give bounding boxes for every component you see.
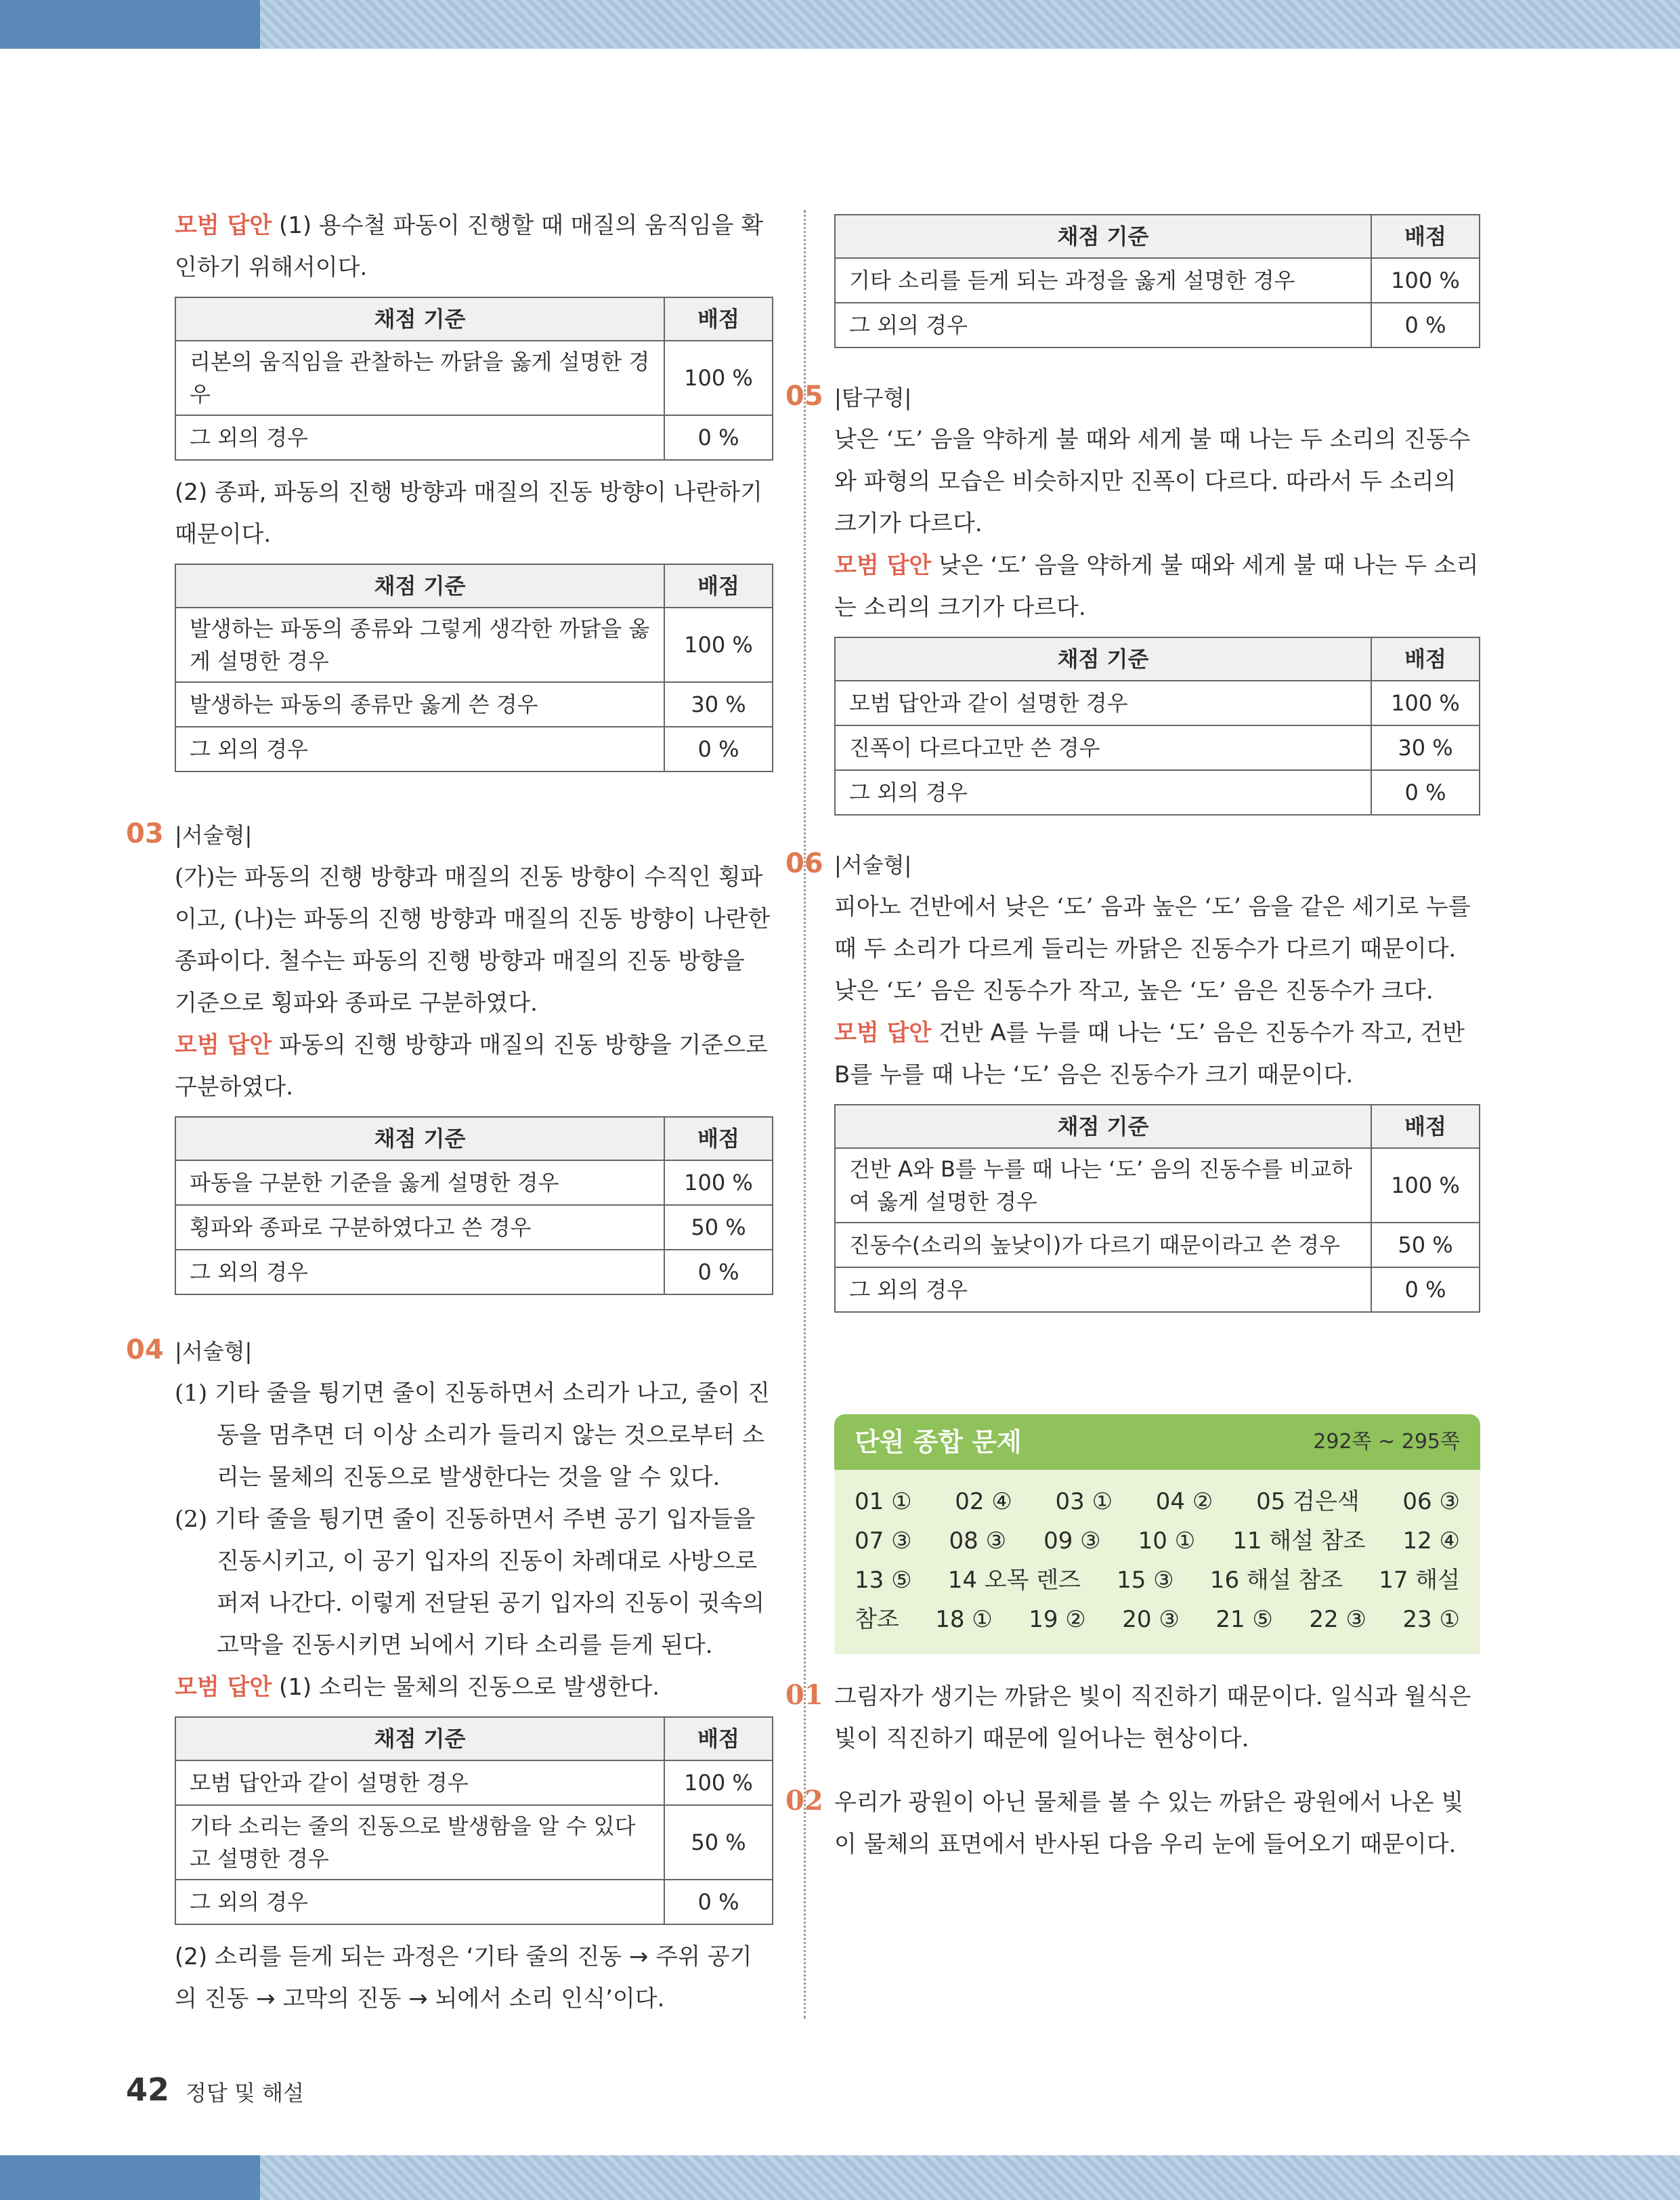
criterion-cell: 모범 답안과 같이 설명한 경우 [835, 681, 1371, 725]
answer-item: 18 ① [935, 1606, 993, 1633]
q4-model-answer-2: (2) 소리를 듣게 되는 과정은 ‘기타 줄의 진동 → 주위 공기의 진동 → 고막의 진동 → 뇌에서 소리 인식’이다. [175, 1943, 752, 2012]
score-cell: 100 % [1371, 681, 1480, 725]
q4-scoring-table-2 [834, 214, 1480, 348]
criterion-cell: 그 외의 경우 [175, 727, 664, 771]
q6-model-answer [834, 1012, 1480, 1096]
criterion-cell: 모범 답안과 같이 설명한 경우 [175, 1760, 664, 1805]
q4-explanation-1: (1) 기타 줄을 튕기면 줄이 진동하면서 소리가 나고, 줄이 진동을 멈추면 더 이상 소리가 들리지 않는 것으로부터 소리는 물체의 진동으로 발생한다는 것을 알 수 있다. [175, 1380, 770, 1491]
answer-item: 06 ③ [1402, 1488, 1460, 1515]
table-row [835, 1223, 1480, 1267]
answer-item: 10 ① [1138, 1527, 1196, 1554]
score-cell: 50 % [664, 1205, 773, 1250]
score-header: 배점 [664, 564, 773, 608]
q2-model-answer-1 [175, 205, 773, 289]
answer-row [855, 1561, 1460, 1600]
table-row [175, 1805, 773, 1880]
question-type: |탐구형| [834, 385, 912, 410]
criterion-cell: 그 외의 경우 [175, 1250, 664, 1294]
model-answer-label: 모범 답안 [175, 1674, 272, 1701]
table-row [175, 1250, 773, 1294]
q2-scoring-table-1 [175, 297, 773, 461]
model-answer-text: 파동의 진행 방향과 매질의 진동 방향을 기준으로 구분하였다. [175, 1032, 768, 1101]
answer-item: 참조 [855, 1606, 899, 1633]
score-header: 배점 [664, 1117, 773, 1160]
table-row [175, 1160, 773, 1205]
unit-answer-grid [834, 1470, 1480, 1654]
question-number: 06 [785, 848, 823, 879]
question-number: 03 [126, 818, 164, 849]
score-cell: 30 % [664, 682, 773, 727]
score-cell: 0 % [1371, 1267, 1480, 1312]
explanation-text: 우리가 광원이 아닌 물체를 볼 수 있는 까닭은 광원에서 나온 빛이 물체의 표면에서 반사된 다음 우리 눈에 들어오기 때문이다. [834, 1789, 1464, 1858]
criterion-header: 채점 기준 [835, 637, 1371, 681]
table-row [835, 258, 1480, 303]
answer-item: 19 ② [1029, 1606, 1086, 1633]
criterion-cell: 기타 소리는 줄의 진동으로 발생함을 알 수 있다고 설명한 경우 [175, 1805, 664, 1880]
answer-item: 22 ③ [1309, 1606, 1366, 1633]
table-row [175, 1760, 773, 1805]
question-header-03 [126, 813, 773, 856]
answer-item: 07 ③ [855, 1527, 912, 1554]
question-type: |서술형| [175, 1338, 253, 1364]
column-divider [804, 210, 806, 2018]
score-cell: 50 % [664, 1805, 773, 1880]
criterion-cell: 기타 소리를 듣게 되는 과정을 옳게 설명한 경우 [835, 258, 1371, 303]
criterion-cell: 진폭이 다르다고만 쓴 경우 [835, 725, 1371, 770]
answer-item: 21 ⑤ [1215, 1606, 1273, 1633]
question-type: |서술형| [175, 822, 253, 848]
criterion-cell: 그 외의 경우 [175, 415, 664, 460]
score-cell: 100 % [664, 341, 773, 415]
answer-item: 15 ③ [1117, 1567, 1174, 1594]
criterion-cell: 건반 A와 B를 누를 때 나는 ‘도’ 음의 진동수를 비교하여 옳게 설명한 경우 [835, 1148, 1371, 1223]
score-cell: 0 % [1371, 303, 1480, 347]
question-header-04 [126, 1329, 773, 1372]
q5-explanation: 낮은 ‘도’ 음을 약하게 불 때와 세게 불 때 나는 두 소리의 진동수와 파형의 모습은 비슷하지만 진폭이 다르다. 따라서 두 소리의 크기가 다르다. [834, 426, 1471, 537]
answer-row [855, 1482, 1460, 1521]
top-band-accent [0, 0, 260, 49]
table-row [835, 725, 1480, 770]
answer-item: 05 검은색 [1256, 1488, 1360, 1515]
answer-item: 13 ⑤ [855, 1567, 912, 1594]
answer-item: 23 ① [1402, 1606, 1460, 1633]
score-cell: 100 % [664, 1760, 773, 1805]
bottom-decorative-band [0, 2155, 1680, 2200]
criterion-header: 채점 기준 [175, 1117, 664, 1160]
answer-item: 04 ② [1155, 1488, 1213, 1515]
score-cell: 30 % [1371, 725, 1480, 770]
table-row [175, 682, 773, 727]
question-number: 04 [126, 1334, 164, 1366]
answer-item: 20 ③ [1122, 1606, 1180, 1633]
score-cell: 0 % [664, 415, 773, 460]
page-section-label: 정답 및 해설 [186, 2080, 304, 2106]
bottom-band-accent [0, 2155, 260, 2200]
answer-item: 09 ③ [1043, 1527, 1101, 1554]
explanation-number: 02 [785, 1785, 823, 1817]
q6-explanation: 피아노 건반에서 낮은 ‘도’ 음과 높은 ‘도’ 음을 같은 세기로 누를 때 두 소리가 다르게 들리는 까닭은 진동수가 다르기 때문이다. 낮은 ‘도’ 음은 진동수가 작고, 높은 ‘도’ 음은 진동수가 크다. [834, 893, 1471, 1004]
score-header: 배점 [1371, 215, 1480, 258]
q2-model-answer-2: (2) 종파, 파동의 진행 방향과 매질의 진동 방향이 나란하기 때문이다. [175, 479, 762, 548]
criterion-cell: 그 외의 경우 [835, 303, 1371, 347]
explanation-02 [785, 1780, 1480, 1865]
answer-item: 17 해설 [1379, 1567, 1460, 1594]
model-answer-text: 건반 A를 누를 때 나는 ‘도’ 음은 진동수가 작고, 건반 B를 누를 때 나는 ‘도’ 음은 진동수가 크기 때문이다. [834, 1019, 1465, 1088]
answer-item: 02 ④ [955, 1488, 1012, 1515]
answer-item: 12 ④ [1402, 1527, 1460, 1554]
answer-item: 11 해설 참조 [1232, 1527, 1366, 1554]
table-row [835, 770, 1480, 815]
table-row [835, 1267, 1480, 1312]
criterion-header: 채점 기준 [175, 564, 664, 608]
criterion-cell: 진동수(소리의 높낮이)가 다르기 때문이라고 쓴 경우 [835, 1223, 1371, 1267]
table-row [835, 681, 1480, 725]
criterion-cell: 그 외의 경우 [835, 770, 1371, 815]
score-header: 배점 [1371, 1105, 1480, 1148]
score-cell: 50 % [1371, 1223, 1480, 1267]
q4-explanation-2: (2) 기타 줄을 튕기면 줄이 진동하면서 주변 공기 입자들을 진동시키고, 이 공기 입자의 진동이 차례대로 사방으로 퍼져 나간다. 이렇게 전달된 공기 입자의 진동이 귓속의 고막을 진동시키면 뇌에서 기타 소리를 듣게 된다. [175, 1506, 765, 1659]
model-answer-label: 모범 답안 [834, 552, 932, 579]
score-header: 배점 [664, 297, 773, 341]
q6-scoring-table [834, 1104, 1480, 1313]
score-header: 배점 [1371, 637, 1480, 681]
model-answer-label: 모범 답안 [175, 1032, 272, 1059]
answer-item: 16 해설 참조 [1209, 1567, 1343, 1594]
question-number: 05 [785, 381, 823, 412]
table-row [175, 608, 773, 682]
answer-row [855, 1600, 1460, 1639]
table-row [175, 727, 773, 771]
criterion-cell: 발생하는 파동의 종류와 그렇게 생각한 까닭을 옳게 설명한 경우 [175, 608, 664, 682]
answer-row [855, 1521, 1460, 1561]
criterion-cell: 리본의 움직임을 관찰하는 까닭을 옳게 설명한 경우 [175, 341, 664, 415]
q2-scoring-table-2 [175, 564, 773, 772]
explanation-text: 그림자가 생기는 까닭은 빛이 직진하기 때문이다. 일식과 월식은 빛이 직진하기 때문에 일어나는 현상이다. [834, 1683, 1471, 1752]
criterion-cell: 발생하는 파동의 종류만 옳게 쓴 경우 [175, 682, 664, 727]
score-cell: 0 % [664, 1880, 773, 1924]
top-decorative-band [0, 0, 1680, 49]
unit-review-pages: 292쪽 ~ 295쪽 [1313, 1430, 1460, 1454]
unit-review-answer-box [834, 1414, 1480, 1654]
answer-item: 03 ① [1055, 1488, 1113, 1515]
answer-item: 14 오목 렌즈 [947, 1567, 1081, 1594]
q5-model-answer [834, 545, 1480, 629]
score-cell: 100 % [1371, 258, 1480, 303]
q3-explanation: (가)는 파동의 진행 방향과 매질의 진동 방향이 수직인 횡파이고, (나)는 파동의 진행 방향과 매질의 진동 방향이 나란한 종파이다. 철수는 파동의 진행 방향과 매질의 진동 방향을 기준으로 횡파와 종파로 구분하였다. [175, 864, 771, 1017]
q5-scoring-table [834, 637, 1480, 816]
criterion-cell: 그 외의 경우 [175, 1880, 664, 1924]
unit-review-title: 단원 종합 문제 [855, 1427, 1022, 1457]
table-row [175, 341, 773, 415]
question-header-05 [785, 375, 1480, 419]
score-header: 배점 [664, 1717, 773, 1760]
score-cell: 100 % [664, 1160, 773, 1205]
unit-review-header [834, 1414, 1480, 1470]
left-column [126, 205, 773, 2020]
model-answer-text: (1) 용수철 파동이 진행할 때 매질의 움직임을 확인하기 위해서이다. [175, 212, 764, 281]
explanation-01 [785, 1674, 1480, 1760]
model-answer-text: (1) 소리는 물체의 진동으로 발생한다. [279, 1674, 660, 1701]
criterion-header: 채점 기준 [175, 1717, 664, 1760]
q3-model-answer [175, 1024, 773, 1108]
question-header-06 [785, 843, 1480, 886]
score-cell: 0 % [664, 1250, 773, 1294]
page-number: 42 [126, 2071, 170, 2108]
model-answer-label: 모범 답안 [834, 1019, 932, 1046]
criterion-cell: 파동을 구분한 기준을 옳게 설명한 경우 [175, 1160, 664, 1205]
score-cell: 100 % [1371, 1148, 1480, 1223]
criterion-header: 채점 기준 [175, 297, 664, 341]
table-row [835, 303, 1480, 347]
q3-scoring-table [175, 1116, 773, 1295]
model-answer-text: 낮은 ‘도’ 음을 약하게 불 때와 세게 불 때 나는 두 소리는 소리의 크기가 다르다. [834, 552, 1479, 621]
table-row [835, 1148, 1480, 1223]
table-row [175, 1880, 773, 1924]
criterion-header: 채점 기준 [835, 1105, 1371, 1148]
criterion-cell: 횡파와 종파로 구분하였다고 쓴 경우 [175, 1205, 664, 1250]
explanation-number: 01 [785, 1679, 823, 1711]
answer-item: 01 ① [855, 1488, 912, 1515]
criterion-cell: 그 외의 경우 [835, 1267, 1371, 1312]
score-cell: 0 % [664, 727, 773, 771]
table-row [175, 1205, 773, 1250]
answer-item: 08 ③ [949, 1527, 1007, 1554]
table-row [175, 415, 773, 460]
question-type: |서술형| [834, 852, 912, 878]
score-cell: 100 % [664, 608, 773, 682]
criterion-header: 채점 기준 [835, 215, 1371, 258]
model-answer-label: 모범 답안 [175, 212, 272, 239]
page-footer [126, 2071, 304, 2108]
score-cell: 0 % [1371, 770, 1480, 815]
q4-model-answer [175, 1666, 773, 1708]
right-column [785, 205, 1480, 1865]
q4-scoring-table [175, 1716, 773, 1925]
